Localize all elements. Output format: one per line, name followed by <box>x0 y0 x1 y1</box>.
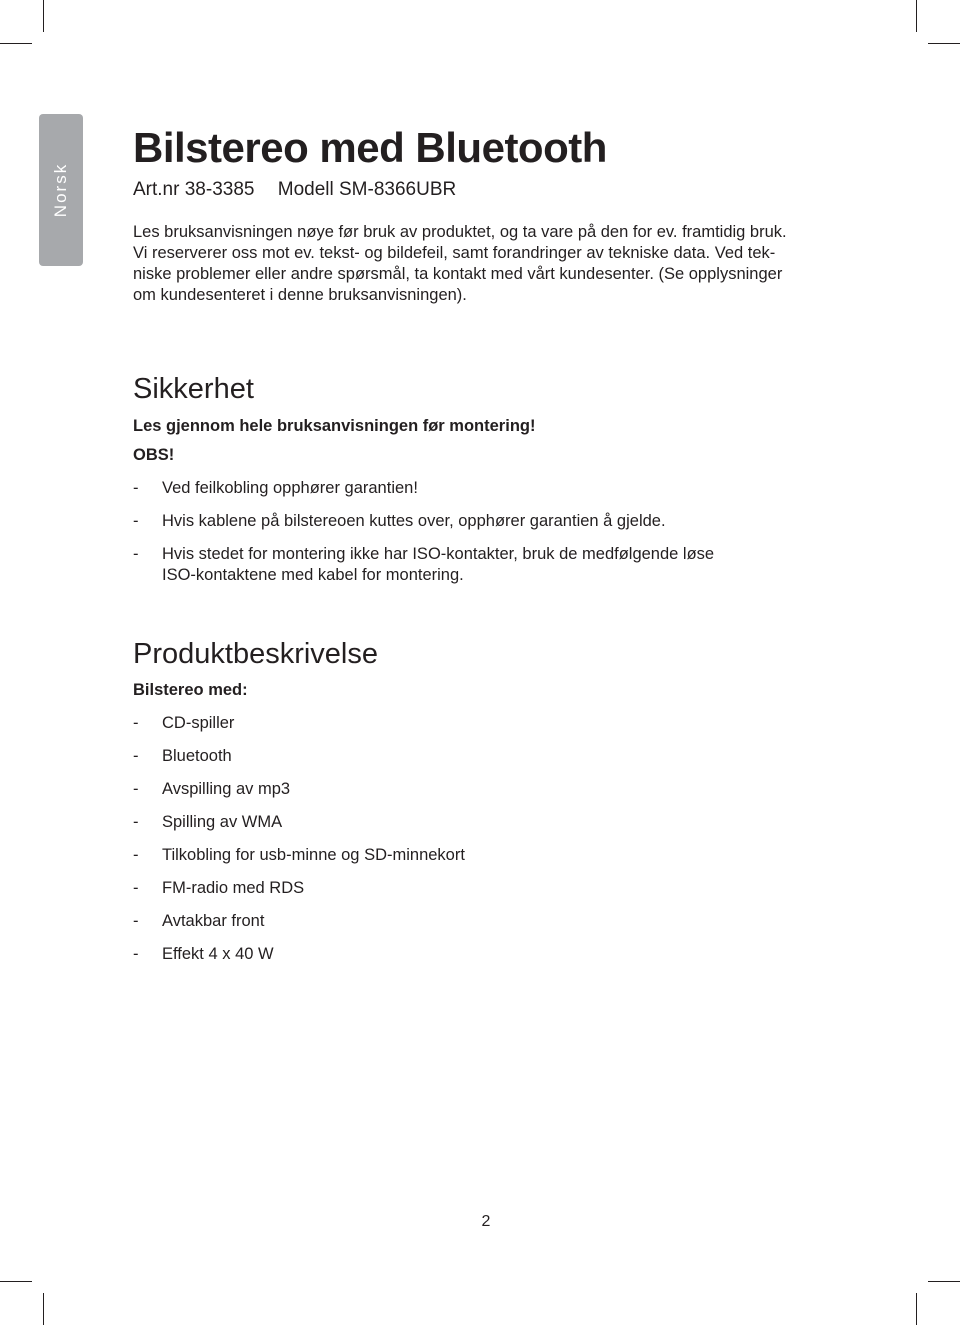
list-item <box>133 779 853 800</box>
crop-mark-top-right-horizontal <box>928 43 960 44</box>
list-item-text: Ved feilkobling opphører garantien! <box>162 479 418 497</box>
list-dash: - <box>133 945 139 963</box>
list-item <box>133 944 853 965</box>
list-item-text: FM-radio med RDS <box>162 879 305 897</box>
list-item-text: Bluetooth <box>162 747 232 765</box>
article-number: Art.nr 38-3385 <box>133 179 255 200</box>
list-item-text: ISO-kontaktene med kabel for montering. <box>162 566 464 584</box>
intro-line: Vi reserverer oss mot ev. tekst- og bildefeil, samt forandringer av tekniske data. Ved tek- <box>133 244 776 262</box>
language-tab-label: Norsk <box>51 162 70 218</box>
safety-section <box>133 372 853 586</box>
list-dash: - <box>133 813 139 831</box>
list-item <box>133 845 853 866</box>
page-title: Bilstereo med Bluetooth <box>133 124 607 171</box>
crop-mark-bottom-left-horizontal <box>0 1281 32 1282</box>
crop-mark-top-right-vertical <box>916 0 917 32</box>
product-subheading: Bilstereo med: <box>133 681 248 699</box>
list-item <box>133 746 853 767</box>
list-item-text: Avspilling av mp3 <box>162 780 291 798</box>
crop-mark-bottom-right-horizontal <box>928 1281 960 1282</box>
safety-list <box>133 478 853 586</box>
list-item-text: Hvis stedet for montering ikke har ISO-kontakter, bruk de medfølgende løse <box>162 545 715 563</box>
list-item <box>133 544 853 586</box>
list-dash: - <box>133 479 139 497</box>
list-item-text: CD-spiller <box>162 714 235 732</box>
language-tab <box>39 114 83 266</box>
obs-label: OBS! <box>133 446 175 464</box>
list-item-text: Spilling av WMA <box>162 813 283 831</box>
list-item <box>133 812 853 833</box>
page-number: 2 <box>481 1213 491 1230</box>
intro-line: om kundesenteret i denne bruksanvisningen). <box>133 286 467 304</box>
list-dash: - <box>133 912 139 930</box>
list-item <box>133 713 853 734</box>
product-heading: Produktbeskrivelse <box>133 638 378 670</box>
list-dash: - <box>133 846 139 864</box>
crop-mark-bottom-right-vertical <box>916 1293 917 1325</box>
list-dash: - <box>133 714 139 732</box>
list-dash: - <box>133 512 139 530</box>
product-feature-list <box>133 713 853 965</box>
list-dash: - <box>133 879 139 897</box>
crop-mark-top-left-vertical <box>43 0 44 32</box>
list-item-text: Hvis kablene på bilstereoen kuttes over, opphører garantien å gjelde. <box>162 512 666 530</box>
list-item <box>133 478 853 499</box>
list-item-text: Avtakbar front <box>162 912 265 930</box>
list-dash: - <box>133 780 139 798</box>
header-section <box>133 124 833 306</box>
list-dash: - <box>133 545 139 563</box>
product-section <box>133 637 853 965</box>
intro-line: Les bruksanvisningen nøye før bruk av produktet, og ta vare på den for ev. framtidig bruk. <box>133 223 787 241</box>
safety-heading: Sikkerhet <box>133 373 254 405</box>
safety-subheading: Les gjennom hele bruksanvisningen før montering! <box>133 417 536 435</box>
list-item-text: Tilkobling for usb-minne og SD-minnekort <box>162 846 465 864</box>
list-dash: - <box>133 747 139 765</box>
list-item <box>133 511 853 532</box>
intro-paragraph <box>133 222 823 306</box>
crop-mark-top-left-horizontal <box>0 43 32 44</box>
article-line <box>133 178 833 202</box>
crop-mark-bottom-left-vertical <box>43 1293 44 1325</box>
list-item <box>133 878 853 899</box>
intro-line: niske problemer eller andre spørsmål, ta kontakt med vårt kundesenter. (Se opplysninger <box>133 265 783 283</box>
list-item-text: Effekt 4 x 40 W <box>162 945 274 963</box>
model-number: Modell SM-8366UBR <box>277 179 457 200</box>
list-item <box>133 911 853 932</box>
